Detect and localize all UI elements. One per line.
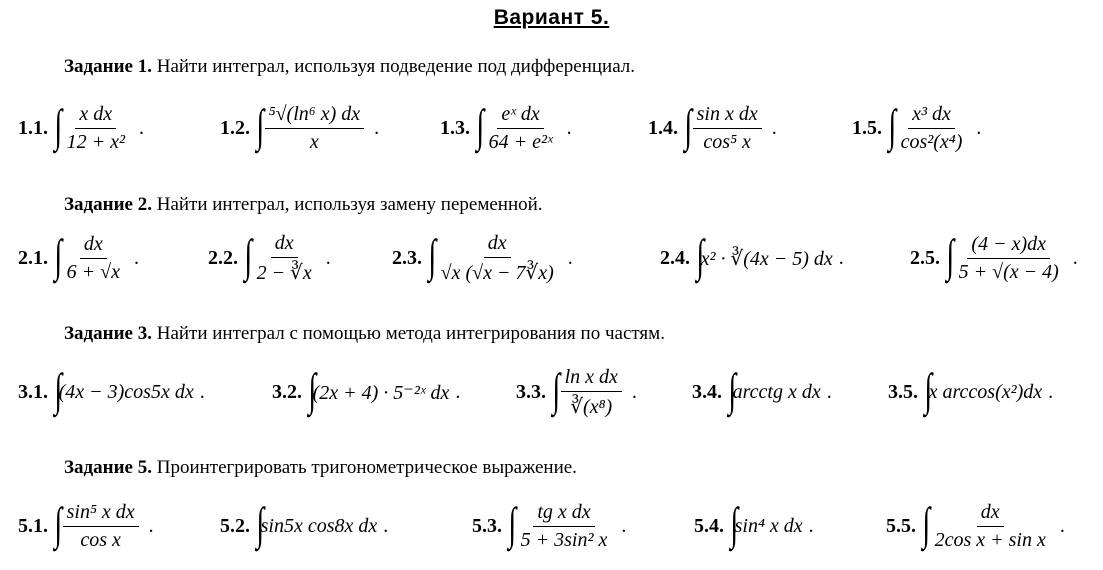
problem-number: 1.4. xyxy=(648,116,678,139)
task-1-label: Задание 1. xyxy=(64,56,152,77)
denominator: 5 + √(x − 4) xyxy=(958,260,1059,283)
fraction xyxy=(517,501,612,552)
fraction xyxy=(897,103,967,154)
numerator: sin x dx xyxy=(693,103,762,129)
denominator: x xyxy=(309,130,319,153)
integrand: sin5x cos8x dx xyxy=(260,514,378,537)
problem-number: 3.4. xyxy=(692,380,722,403)
task-1-text: Найти интеграл, используя подведение под дифференциал. xyxy=(151,56,636,77)
denominator: 6 + √x xyxy=(66,260,120,283)
denominator: cos x xyxy=(80,528,121,551)
numerator: eˣ dx xyxy=(497,103,543,129)
numerator: (4 − x)dx xyxy=(967,233,1050,259)
integrand: x² · ∛(4x − 5) dx xyxy=(700,247,833,270)
task-1-heading xyxy=(64,56,635,78)
integral-sign-icon: ∫ xyxy=(730,498,739,549)
numerator: ln x dx xyxy=(561,366,622,392)
task-5-text: Проинтегрировать тригонометрическое выражение. xyxy=(151,457,577,478)
problem-5-3: 5.3. ∫ $\frac{\text{tg x dx}}{\text{5 + 3sin² x}}$ . xyxy=(472,498,627,551)
problem-number: 2.5. xyxy=(910,246,940,269)
denominator: cos⁵ x xyxy=(703,130,751,153)
task-5-label: Задание 5. xyxy=(64,457,152,478)
problem-number: 3.3. xyxy=(516,380,546,403)
problem-2-2: 2.2. ∫ $\frac{dx}{2 - ∛x}$ . xyxy=(208,230,331,284)
integral-sign-icon: ∫ xyxy=(476,100,485,151)
problem-1-5: 1.5. ∫ $\frac{\text{x³ dx}}{\text{cos²(x⁴)}}$ . xyxy=(852,100,982,153)
problem-number: 3.1. xyxy=(18,380,48,403)
problem-3-5: 3.5. ∫ x arccos(x²)dx . xyxy=(888,364,1054,415)
problem-2-4: 2.4. ∫ x² · ∛(4x − 5) dx . xyxy=(660,230,844,281)
numerator: dx xyxy=(80,233,107,259)
task-2-heading xyxy=(64,194,543,216)
task-2-text: Найти интеграл, используя замену переменной. xyxy=(151,194,543,215)
integral-sign-icon: ∫ xyxy=(256,498,265,549)
denominator: 64 + e²ˣ xyxy=(488,130,553,153)
problem-number: 3.2. xyxy=(272,380,302,403)
integral-sign-icon: ∫ xyxy=(54,498,63,549)
integral-sign-icon: ∫ xyxy=(946,230,955,281)
problem-number: 5.2. xyxy=(220,514,250,537)
fraction xyxy=(955,233,1063,284)
page-title: Вариант 5. xyxy=(493,6,610,29)
fraction xyxy=(253,232,316,285)
integral-sign-icon: ∫ xyxy=(696,230,705,281)
numerator: x dx xyxy=(75,103,116,129)
problem-number: 5.5. xyxy=(886,514,916,537)
integral-sign-icon: ∫ xyxy=(922,498,931,549)
task-3-problems xyxy=(0,352,1103,432)
task-1-problems xyxy=(0,88,1103,168)
problem-number: 5.4. xyxy=(694,514,724,537)
denominator: 2cos x + sin x xyxy=(934,528,1046,551)
integral-sign-icon: ∫ xyxy=(924,364,933,415)
fraction xyxy=(561,366,622,419)
fraction xyxy=(693,103,762,154)
integral-sign-icon: ∫ xyxy=(54,100,63,151)
numerator: dx xyxy=(484,232,511,258)
fraction xyxy=(63,103,129,154)
task-5-heading xyxy=(64,457,577,479)
integral-sign-icon: ∫ xyxy=(508,498,517,549)
task-3-heading xyxy=(64,323,665,345)
fraction xyxy=(437,232,558,285)
problem-5-5: 5.5. ∫ $\frac{dx}{\text{2cos x + sin x}}$ . xyxy=(886,498,1065,551)
problem-number: 5.3. xyxy=(472,514,502,537)
numerator: dx xyxy=(977,501,1004,527)
fraction xyxy=(485,103,557,154)
problem-1-3: 1.3. ∫ $\frac{\text{eˣ dx}}{\text{64 + e²ˣ}}$ . xyxy=(440,100,572,153)
problem-3-4: 3.4. ∫ arcctg x dx . xyxy=(692,364,832,415)
problem-number: 2.1. xyxy=(18,246,48,269)
problem-1-2: 1.2. ∫ $\frac{\text{⁵√(ln⁶ x) dx}}{x}$ . xyxy=(220,100,380,153)
problem-2-5: 2.5. ∫ $\frac{(4 - x)dx}{5 + √(x - 4)}$ . xyxy=(910,230,1078,283)
problem-number: 1.2. xyxy=(220,116,250,139)
numerator: tg x dx xyxy=(533,501,594,527)
denominator: 5 + 3sin² x xyxy=(520,528,608,551)
task-3-label: Задание 3. xyxy=(64,323,152,344)
integral-sign-icon: ∫ xyxy=(54,230,63,281)
numerator: ⁵√(ln⁶ x) dx xyxy=(265,103,365,129)
problem-3-3: 3.3. ∫ $\frac{\text{ln x dx}}{\text{∛(x⁸)}}$ . xyxy=(516,364,637,418)
denominator: 12 + x² xyxy=(66,130,125,153)
problem-2-1: 2.1. ∫ $\frac{dx}{6 + √x}$ . xyxy=(18,230,139,283)
problem-3-1: 3.1. ∫ (4x − 3)cos5x dx . xyxy=(18,364,205,415)
integral-sign-icon: ∫ xyxy=(244,230,253,281)
integral-sign-icon: ∫ xyxy=(888,100,897,151)
problem-number: 1.5. xyxy=(852,116,882,139)
problem-number: 5.1. xyxy=(18,514,48,537)
integral-sign-icon: ∫ xyxy=(54,364,63,415)
fraction xyxy=(265,103,365,154)
task-3-text: Найти интеграл с помощью метода интегрирования по частям. xyxy=(151,323,665,344)
problem-3-2: 3.2. ∫ (2x + 4) · 5⁻²ˣ dx . xyxy=(272,364,461,415)
integral-sign-icon: ∫ xyxy=(428,230,437,281)
task-2-problems xyxy=(0,218,1103,298)
fraction xyxy=(63,501,139,552)
task-5-problems xyxy=(0,486,1103,566)
integral-sign-icon: ∫ xyxy=(728,364,737,415)
problem-1-1: 1.1. ∫ $\frac{\text{x dx}}{\text{12 + x²}}$ . xyxy=(18,100,144,153)
numerator: x³ dx xyxy=(908,103,955,129)
problem-number: 2.2. xyxy=(208,246,238,269)
integral-sign-icon: ∫ xyxy=(308,364,317,415)
fraction xyxy=(931,501,1050,552)
integral-sign-icon: ∫ xyxy=(256,100,265,151)
problem-5-2: 5.2. ∫ sin5x cos8x dx . xyxy=(220,498,389,549)
problem-number: 3.5. xyxy=(888,380,918,403)
integral-sign-icon: ∫ xyxy=(684,100,693,151)
integrand: (4x − 3)cos5x dx xyxy=(58,380,194,403)
problem-5-1: 5.1. ∫ $\frac{\text{sin⁵ x dx}}{\text{cos x}}$ . xyxy=(18,498,154,551)
integrand: arcctg x dx xyxy=(732,380,821,403)
denominator: √x (√x − 7∛x) xyxy=(440,261,554,284)
problem-2-3: 2.3. ∫ $\frac{dx}{√x (√x - 7∛x)}$ . xyxy=(392,230,573,284)
denominator: ∛(x⁸) xyxy=(570,395,613,418)
denominator: cos²(x⁴) xyxy=(900,130,963,153)
problem-number: 1.1. xyxy=(18,116,48,139)
integrand: (2x + 4) · 5⁻²ˣ dx xyxy=(312,381,450,404)
problem-5-4: 5.4. ∫ sin⁴ x dx . xyxy=(694,498,814,549)
problem-number: 2.3. xyxy=(392,246,422,269)
denominator: 2 − ∛x xyxy=(256,261,312,284)
fraction xyxy=(63,233,124,284)
numerator: sin⁵ x dx xyxy=(63,501,139,527)
integral-sign-icon: ∫ xyxy=(552,364,561,415)
problem-1-4: 1.4. ∫ $\frac{\text{sin x dx}}{\text{cos⁵ x}}$ . xyxy=(648,100,777,153)
integrand: x arccos(x²)dx xyxy=(928,380,1043,403)
integrand: sin⁴ x dx xyxy=(734,514,803,537)
numerator: dx xyxy=(271,232,298,258)
problem-number: 1.3. xyxy=(440,116,470,139)
task-2-label: Задание 2. xyxy=(64,194,152,215)
problem-number: 2.4. xyxy=(660,246,690,269)
